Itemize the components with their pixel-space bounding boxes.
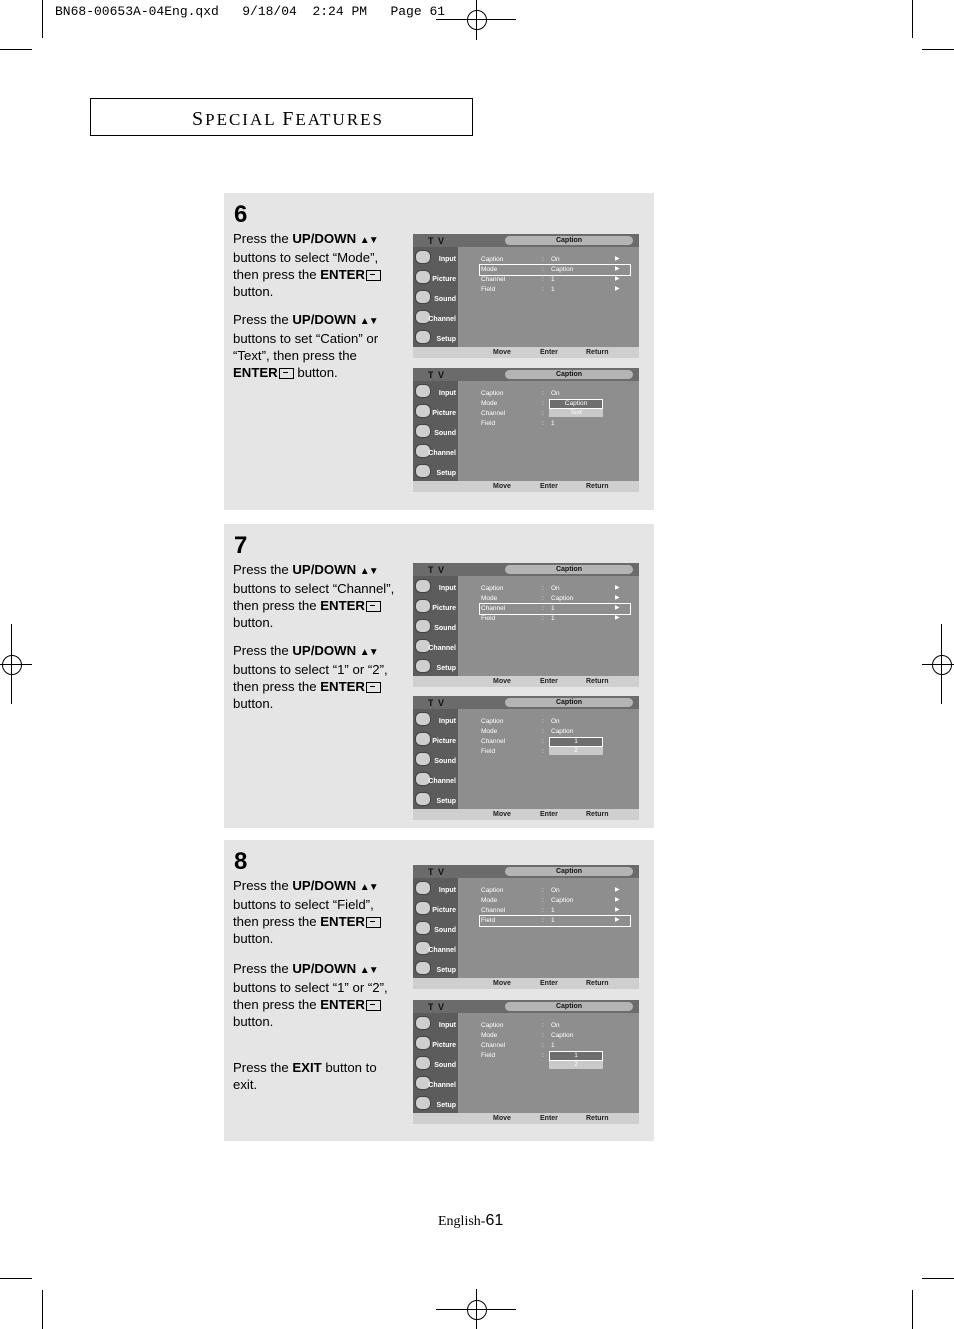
up-down-arrows-icon: ▲▼: [359, 316, 378, 327]
input-icon: [415, 881, 431, 895]
option-selected: 1: [549, 737, 603, 747]
step-number: 7: [234, 532, 248, 559]
osd-row-channel: Channel : 1 ▶: [481, 276, 620, 283]
osd-menu-setup: Setup: [413, 656, 458, 676]
osd-menu-picture: Picture: [413, 596, 458, 616]
osd-row-field: Field : 1: [481, 420, 555, 427]
osd-row-caption: Caption : On ▶: [481, 585, 620, 592]
tv-menu-screen: [413, 234, 639, 358]
osd-menu-input: Input: [413, 576, 458, 596]
osd-enter-hint: Enter: [540, 980, 558, 987]
section-title: SPECIAL FEATURES: [192, 108, 384, 130]
osd-row-caption: Caption : On: [481, 390, 560, 397]
osd-tv-label: T V: [428, 1002, 446, 1012]
osd-menu-picture: Picture: [413, 898, 458, 918]
osd-title-bar: [413, 1000, 639, 1013]
osd-row-field: Field :: [481, 748, 544, 755]
setup-icon: [415, 330, 431, 344]
osd-enter-hint: Enter: [540, 483, 558, 490]
instruction-paragraph: Press the UP/DOWN ▲▼ buttons to set “Cation” or “Text”, then press the ENTER button.: [233, 312, 379, 380]
enter-icon: [279, 368, 294, 379]
osd-title-bar: [413, 368, 639, 381]
osd-move-hint: Move: [493, 980, 511, 987]
osd-return-hint: Return: [586, 980, 609, 987]
osd-return-hint: Return: [586, 349, 609, 356]
osd-row-mode: Mode : Caption: [481, 728, 574, 735]
osd-help-bar: [413, 481, 639, 492]
osd-menu-title: Caption: [505, 565, 633, 574]
sound-icon: [415, 921, 431, 935]
osd-sidebar: [413, 878, 458, 978]
osd-menu-channel: Channel: [413, 938, 458, 958]
osd-row-field: Field : 1 ▶: [481, 615, 620, 622]
osd-row-channel: Channel :: [481, 410, 544, 417]
osd-title-bar: [413, 696, 639, 709]
input-icon: [415, 712, 431, 726]
osd-menu-channel: Channel: [413, 769, 458, 789]
sound-icon: [415, 424, 431, 438]
tv-menu-screen: [413, 696, 639, 820]
osd-menu-channel: Channel: [413, 636, 458, 656]
option-popup: [549, 737, 603, 755]
setup-icon: [415, 464, 431, 478]
osd-enter-hint: Enter: [540, 678, 558, 685]
osd-row-caption: Caption : On ▶: [481, 256, 620, 263]
osd-menu-sound: Sound: [413, 918, 458, 938]
osd-menu-setup: Setup: [413, 327, 458, 347]
osd-menu-setup: Setup: [413, 958, 458, 978]
setup-icon: [415, 1096, 431, 1110]
osd-help-bar: [413, 347, 639, 358]
up-down-arrows-icon: ▲▼: [359, 647, 378, 658]
up-down-arrows-icon: ▲▼: [359, 235, 378, 246]
instruction-paragraph: Press the UP/DOWN ▲▼ buttons to select “1” or “2”, then press the ENTER button.: [233, 643, 388, 711]
instruction-paragraph: Press the UP/DOWN ▲▼ buttons to select “Channel”, then press the ENTER button.: [233, 562, 395, 630]
enter-icon: [366, 682, 381, 693]
sound-icon: [415, 1056, 431, 1070]
up-down-arrows-icon: ▲▼: [359, 965, 378, 976]
input-icon: [415, 579, 431, 593]
osd-move-hint: Move: [493, 811, 511, 818]
osd-row-mode: Mode : Caption ▶: [481, 595, 620, 602]
option-alternate: 2: [549, 1061, 603, 1069]
osd-return-hint: Return: [586, 1115, 609, 1122]
setup-icon: [415, 961, 431, 975]
osd-row-mode: Mode : Caption ▶: [481, 897, 620, 904]
instruction-paragraph: Press the UP/DOWN ▲▼ buttons to select “1” or “2”, then press the ENTER button.: [233, 961, 388, 1029]
osd-move-hint: Move: [493, 1115, 511, 1122]
osd-row-channel: Channel : 1: [481, 1042, 555, 1049]
osd-menu-input: Input: [413, 878, 458, 898]
osd-menu-title: Caption: [505, 370, 633, 379]
osd-enter-hint: Enter: [540, 349, 558, 356]
osd-caption-rows: [480, 886, 630, 926]
osd-sidebar: [413, 381, 458, 481]
enter-icon: [366, 917, 381, 928]
picture-icon: [415, 404, 431, 418]
osd-row-mode: Mode :: [481, 400, 544, 407]
osd-menu-channel: Channel: [413, 307, 458, 327]
osd-tv-label: T V: [428, 370, 446, 380]
osd-caption-rows: [480, 255, 630, 295]
osd-menu-channel: Channel: [413, 1073, 458, 1093]
option-popup: [549, 399, 603, 417]
osd-tv-label: T V: [428, 867, 446, 877]
step-number: 8: [234, 848, 248, 875]
osd-menu-setup: Setup: [413, 461, 458, 481]
osd-enter-hint: Enter: [540, 1115, 558, 1122]
osd-menu-input: Input: [413, 709, 458, 729]
picture-icon: [415, 1036, 431, 1050]
setup-icon: [415, 659, 431, 673]
enter-icon: [366, 601, 381, 612]
step-panel: [224, 524, 654, 828]
osd-help-bar: [413, 978, 639, 989]
up-down-arrows-icon: ▲▼: [359, 882, 378, 893]
osd-menu-setup: Setup: [413, 789, 458, 809]
osd-menu-picture: Picture: [413, 401, 458, 421]
osd-move-hint: Move: [493, 349, 511, 356]
osd-menu-title: Caption: [505, 236, 633, 245]
sound-icon: [415, 619, 431, 633]
sound-icon: [415, 752, 431, 766]
osd-return-hint: Return: [586, 678, 609, 685]
page-footer: English-61: [438, 1212, 504, 1229]
osd-return-hint: Return: [586, 483, 609, 490]
osd-menu-picture: Picture: [413, 267, 458, 287]
osd-row-caption: Caption : On: [481, 1022, 560, 1029]
option-alternate: Text: [549, 409, 603, 417]
osd-menu-sound: Sound: [413, 1053, 458, 1073]
input-icon: [415, 384, 431, 398]
picture-icon: [415, 901, 431, 915]
osd-title-bar: [413, 865, 639, 878]
osd-row-field: Field :: [481, 1052, 544, 1059]
step-panel: [224, 193, 654, 510]
option-selected: Caption: [549, 399, 603, 409]
osd-menu-input: Input: [413, 1013, 458, 1033]
picture-icon: [415, 599, 431, 613]
osd-menu-input: Input: [413, 381, 458, 401]
osd-row-caption: Caption : On: [481, 718, 560, 725]
option-popup: [549, 1051, 603, 1069]
osd-menu-title: Caption: [505, 698, 633, 707]
sound-icon: [415, 290, 431, 304]
tv-menu-screen: [413, 1000, 639, 1124]
file-slug: BN68-00653A-04Eng.qxd 9/18/04 2:24 PM Page 61: [55, 4, 446, 19]
osd-menu-picture: Picture: [413, 1033, 458, 1053]
osd-row-channel: Channel :: [481, 738, 544, 745]
osd-title-bar: [413, 563, 639, 576]
osd-caption-rows: [480, 584, 630, 624]
instruction-paragraph: Press the UP/DOWN ▲▼ buttons to select “Mode”, then press the ENTER button.: [233, 230, 403, 300]
section-header: [90, 98, 473, 136]
osd-menu-setup: Setup: [413, 1093, 458, 1113]
tv-menu-screen: [413, 865, 639, 989]
osd-help-bar: [413, 809, 639, 820]
tv-menu-screen: [413, 563, 639, 687]
osd-menu-sound: Sound: [413, 287, 458, 307]
up-down-arrows-icon: ▲▼: [359, 566, 378, 577]
enter-icon: [366, 1000, 381, 1011]
osd-row-field: Field : 1 ▶: [480, 916, 630, 926]
osd-tv-label: T V: [428, 565, 446, 575]
instruction-paragraph: Press the UP/DOWN ▲▼ buttons to select “Field”, then press the ENTER button.: [233, 877, 403, 947]
osd-row-field: Field : 1 ▶: [481, 286, 620, 293]
step-number: 6: [234, 201, 248, 228]
osd-help-bar: [413, 1113, 639, 1124]
osd-title-bar: [413, 234, 639, 247]
input-icon: [415, 250, 431, 264]
osd-menu-title: Caption: [505, 867, 633, 876]
osd-sidebar: [413, 576, 458, 676]
osd-move-hint: Move: [493, 678, 511, 685]
osd-menu-title: Caption: [505, 1002, 633, 1011]
step-panel: [224, 840, 654, 1141]
tv-menu-screen: [413, 368, 639, 492]
option-alternate: 2: [549, 747, 603, 755]
option-selected: 1: [549, 1051, 603, 1061]
osd-menu-sound: Sound: [413, 421, 458, 441]
osd-enter-hint: Enter: [540, 811, 558, 818]
page-number: 61: [485, 1212, 504, 1229]
osd-return-hint: Return: [586, 811, 609, 818]
osd-menu-sound: Sound: [413, 749, 458, 769]
osd-row-mode: Mode : Caption: [481, 1032, 574, 1039]
setup-icon: [415, 792, 431, 806]
instruction-paragraph: Press the EXIT button to exit.: [233, 1060, 377, 1092]
osd-tv-label: T V: [428, 236, 446, 246]
osd-move-hint: Move: [493, 483, 511, 490]
osd-menu-channel: Channel: [413, 441, 458, 461]
osd-sidebar: [413, 1013, 458, 1113]
osd-help-bar: [413, 676, 639, 687]
picture-icon: [415, 732, 431, 746]
input-icon: [415, 1016, 431, 1030]
enter-icon: [366, 270, 381, 281]
osd-row-mode: Mode : Caption ▶: [480, 265, 630, 275]
osd-menu-input: Input: [413, 247, 458, 267]
picture-icon: [415, 270, 431, 284]
osd-row-caption: Caption : On ▶: [481, 887, 620, 894]
osd-sidebar: [413, 709, 458, 809]
osd-row-channel: Channel : 1 ▶: [481, 907, 620, 914]
osd-menu-picture: Picture: [413, 729, 458, 749]
osd-sidebar: [413, 247, 458, 347]
osd-tv-label: T V: [428, 698, 446, 708]
osd-menu-sound: Sound: [413, 616, 458, 636]
osd-row-channel: Channel : 1 ▶: [480, 604, 630, 614]
